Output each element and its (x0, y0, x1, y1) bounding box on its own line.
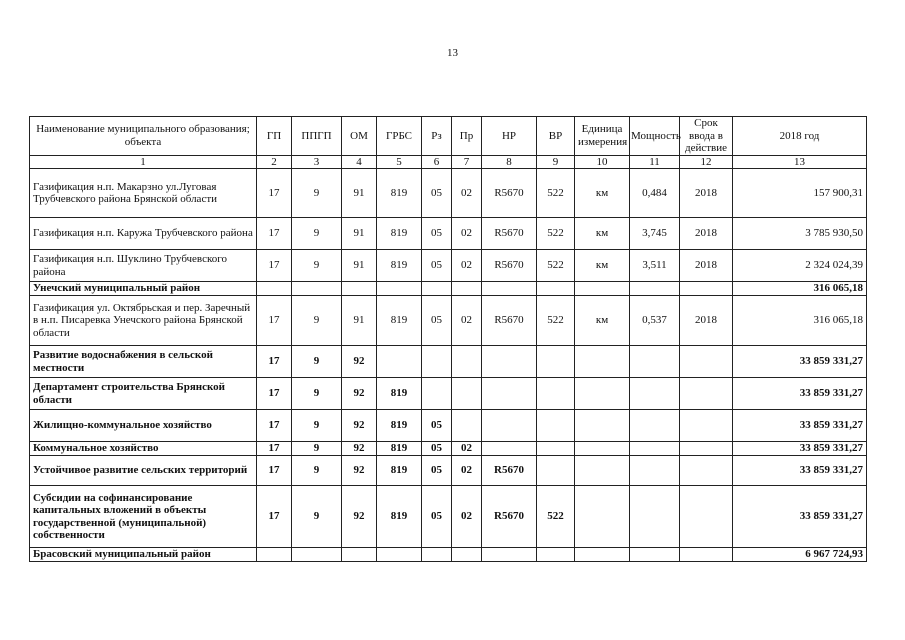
row-pr: 02 (452, 250, 482, 282)
table-row (30, 218, 867, 250)
row-vr (537, 282, 575, 296)
column-number: 10 (575, 155, 630, 169)
row-grbs (377, 346, 422, 378)
column-number: 11 (630, 155, 680, 169)
row-amount: 3 785 930,50 (733, 218, 867, 250)
table-row (30, 378, 867, 410)
row-unit (575, 378, 630, 410)
header-unit: Единица измерения (575, 117, 630, 156)
row-gp: 17 (257, 442, 292, 456)
row-nr: R5670 (482, 486, 537, 548)
row-vr (537, 442, 575, 456)
row-nr (482, 410, 537, 442)
row-grbs: 819 (377, 486, 422, 548)
row-rz (422, 378, 452, 410)
row-om (342, 282, 377, 296)
row-pr (452, 410, 482, 442)
row-amount: 33 859 331,27 (733, 410, 867, 442)
row-name: Жилищно-коммунальное хозяйство (30, 410, 257, 442)
row-amount: 33 859 331,27 (733, 486, 867, 548)
row-nr (482, 282, 537, 296)
row-unit: км (575, 218, 630, 250)
row-om: 92 (342, 410, 377, 442)
row-gp: 17 (257, 169, 292, 218)
row-rz: 05 (422, 486, 452, 548)
table-row (30, 548, 867, 562)
row-vr (537, 456, 575, 486)
row-om: 91 (342, 250, 377, 282)
row-term: 2018 (680, 250, 733, 282)
row-vr: 522 (537, 169, 575, 218)
row-om: 91 (342, 296, 377, 346)
row-power: 3,511 (630, 250, 680, 282)
row-name: Департамент строительства Брянской области (30, 378, 257, 410)
header-rz: Рз (422, 117, 452, 156)
row-term (680, 410, 733, 442)
column-number-row (30, 155, 867, 169)
row-rz: 05 (422, 296, 452, 346)
header-ppgp: ППГП (292, 117, 342, 156)
row-rz (422, 282, 452, 296)
header-pr: Пр (452, 117, 482, 156)
row-name: Газификация ул. Октябрьская и пер. Заречный в н.п. Писаревка Унечского района Брянской области (30, 296, 257, 346)
row-pr (452, 548, 482, 562)
row-amount: 316 065,18 (733, 282, 867, 296)
column-number: 6 (422, 155, 452, 169)
row-amount: 33 859 331,27 (733, 442, 867, 456)
row-vr: 522 (537, 296, 575, 346)
row-nr: R5670 (482, 218, 537, 250)
row-rz: 05 (422, 169, 452, 218)
row-unit (575, 410, 630, 442)
table-row (30, 169, 867, 218)
row-amount: 33 859 331,27 (733, 378, 867, 410)
row-om: 92 (342, 346, 377, 378)
row-pr (452, 378, 482, 410)
row-amount: 33 859 331,27 (733, 456, 867, 486)
row-pr (452, 346, 482, 378)
table-row (30, 410, 867, 442)
row-grbs: 819 (377, 250, 422, 282)
header-row (30, 117, 867, 156)
page-number: 13 (447, 47, 458, 59)
row-pr: 02 (452, 218, 482, 250)
row-ppgp: 9 (292, 346, 342, 378)
row-pr: 02 (452, 169, 482, 218)
header-term: Срок ввода в действие (680, 117, 733, 156)
row-power: 3,745 (630, 218, 680, 250)
row-vr (537, 548, 575, 562)
row-unit: км (575, 250, 630, 282)
row-name: Унечский муниципальный район (30, 282, 257, 296)
budget-table (29, 116, 867, 562)
row-ppgp: 9 (292, 296, 342, 346)
header-grbs: ГРБС (377, 117, 422, 156)
row-unit (575, 282, 630, 296)
header-gp: ГП (257, 117, 292, 156)
row-rz: 05 (422, 218, 452, 250)
row-term (680, 442, 733, 456)
table-row (30, 296, 867, 346)
table-row (30, 282, 867, 296)
row-amount: 33 859 331,27 (733, 346, 867, 378)
row-nr: R5670 (482, 456, 537, 486)
row-vr (537, 410, 575, 442)
row-rz (422, 346, 452, 378)
row-amount: 6 967 724,93 (733, 548, 867, 562)
row-om: 92 (342, 442, 377, 456)
row-unit: км (575, 169, 630, 218)
row-name: Газификация н.п. Шуклино Трубчевского района (30, 250, 257, 282)
row-vr: 522 (537, 218, 575, 250)
row-gp: 17 (257, 486, 292, 548)
row-unit: км (575, 296, 630, 346)
row-power (630, 442, 680, 456)
row-ppgp: 9 (292, 250, 342, 282)
row-gp: 17 (257, 346, 292, 378)
header-nr: НР (482, 117, 537, 156)
row-power: 0,484 (630, 169, 680, 218)
row-ppgp: 9 (292, 218, 342, 250)
column-number: 3 (292, 155, 342, 169)
row-gp: 17 (257, 410, 292, 442)
column-number: 7 (452, 155, 482, 169)
row-pr: 02 (452, 296, 482, 346)
row-power: 0,537 (630, 296, 680, 346)
table-row (30, 346, 867, 378)
table-row (30, 442, 867, 456)
table-row (30, 250, 867, 282)
row-vr (537, 378, 575, 410)
row-vr: 522 (537, 250, 575, 282)
row-term (680, 486, 733, 548)
row-ppgp: 9 (292, 410, 342, 442)
header-year: 2018 год (733, 117, 867, 156)
row-unit (575, 486, 630, 548)
row-ppgp: 9 (292, 442, 342, 456)
row-nr (482, 378, 537, 410)
row-pr (452, 282, 482, 296)
row-gp: 17 (257, 456, 292, 486)
header-power: Мощность (630, 117, 680, 156)
column-number: 5 (377, 155, 422, 169)
row-gp: 17 (257, 378, 292, 410)
column-number: 13 (733, 155, 867, 169)
row-om (342, 548, 377, 562)
column-number: 8 (482, 155, 537, 169)
column-number: 9 (537, 155, 575, 169)
row-rz: 05 (422, 410, 452, 442)
row-term: 2018 (680, 169, 733, 218)
row-vr (537, 346, 575, 378)
row-ppgp: 9 (292, 378, 342, 410)
row-nr: R5670 (482, 250, 537, 282)
row-nr (482, 346, 537, 378)
row-nr: R5670 (482, 169, 537, 218)
row-vr: 522 (537, 486, 575, 548)
row-ppgp: 9 (292, 486, 342, 548)
row-grbs: 819 (377, 169, 422, 218)
row-term (680, 456, 733, 486)
row-ppgp (292, 282, 342, 296)
row-term: 2018 (680, 296, 733, 346)
row-om: 91 (342, 218, 377, 250)
row-unit (575, 346, 630, 378)
row-rz: 05 (422, 456, 452, 486)
column-number: 12 (680, 155, 733, 169)
row-term (680, 548, 733, 562)
row-unit (575, 548, 630, 562)
row-power (630, 456, 680, 486)
row-grbs: 819 (377, 456, 422, 486)
row-name: Коммунальное хозяйство (30, 442, 257, 456)
row-ppgp (292, 548, 342, 562)
row-grbs (377, 282, 422, 296)
row-nr (482, 442, 537, 456)
row-gp: 17 (257, 218, 292, 250)
row-term (680, 282, 733, 296)
row-rz: 05 (422, 250, 452, 282)
row-ppgp: 9 (292, 169, 342, 218)
row-pr: 02 (452, 486, 482, 548)
row-pr: 02 (452, 442, 482, 456)
row-name: Газификация н.п. Макарзно ул.Луговая Трубчевского района Брянской области (30, 169, 257, 218)
row-nr: R5670 (482, 296, 537, 346)
row-nr (482, 548, 537, 562)
row-rz (422, 548, 452, 562)
row-term (680, 346, 733, 378)
row-gp (257, 548, 292, 562)
row-grbs: 819 (377, 296, 422, 346)
row-name: Устойчивое развитие сельских территорий (30, 456, 257, 486)
row-power (630, 378, 680, 410)
row-term (680, 378, 733, 410)
row-power (630, 346, 680, 378)
row-power (630, 548, 680, 562)
row-name: Развитие водоснабжения в сельской местности (30, 346, 257, 378)
row-gp: 17 (257, 250, 292, 282)
row-grbs: 819 (377, 410, 422, 442)
row-om: 92 (342, 456, 377, 486)
row-pr: 02 (452, 456, 482, 486)
row-gp: 17 (257, 296, 292, 346)
row-gp (257, 282, 292, 296)
row-unit (575, 456, 630, 486)
column-number: 1 (30, 155, 257, 169)
table-row (30, 456, 867, 486)
row-om: 92 (342, 378, 377, 410)
row-grbs: 819 (377, 378, 422, 410)
row-name: Газификация н.п. Каружа Трубчевского района (30, 218, 257, 250)
row-power (630, 410, 680, 442)
row-grbs: 819 (377, 218, 422, 250)
row-amount: 2 324 024,39 (733, 250, 867, 282)
row-power (630, 486, 680, 548)
row-name: Брасовский муниципальный район (30, 548, 257, 562)
table-row (30, 486, 867, 548)
row-grbs: 819 (377, 442, 422, 456)
header-name: Наименование муниципального образования; объекта (30, 117, 257, 156)
row-grbs (377, 548, 422, 562)
row-om: 91 (342, 169, 377, 218)
row-unit (575, 442, 630, 456)
row-rz: 05 (422, 442, 452, 456)
row-amount: 157 900,31 (733, 169, 867, 218)
header-vr: ВР (537, 117, 575, 156)
row-term: 2018 (680, 218, 733, 250)
column-number: 2 (257, 155, 292, 169)
column-number: 4 (342, 155, 377, 169)
row-om: 92 (342, 486, 377, 548)
header-om: ОМ (342, 117, 377, 156)
row-power (630, 282, 680, 296)
row-amount: 316 065,18 (733, 296, 867, 346)
row-ppgp: 9 (292, 456, 342, 486)
row-name: Субсидии на софинансирование капитальных вложений в объекты государственной (муниципальной) собственности (30, 486, 257, 548)
